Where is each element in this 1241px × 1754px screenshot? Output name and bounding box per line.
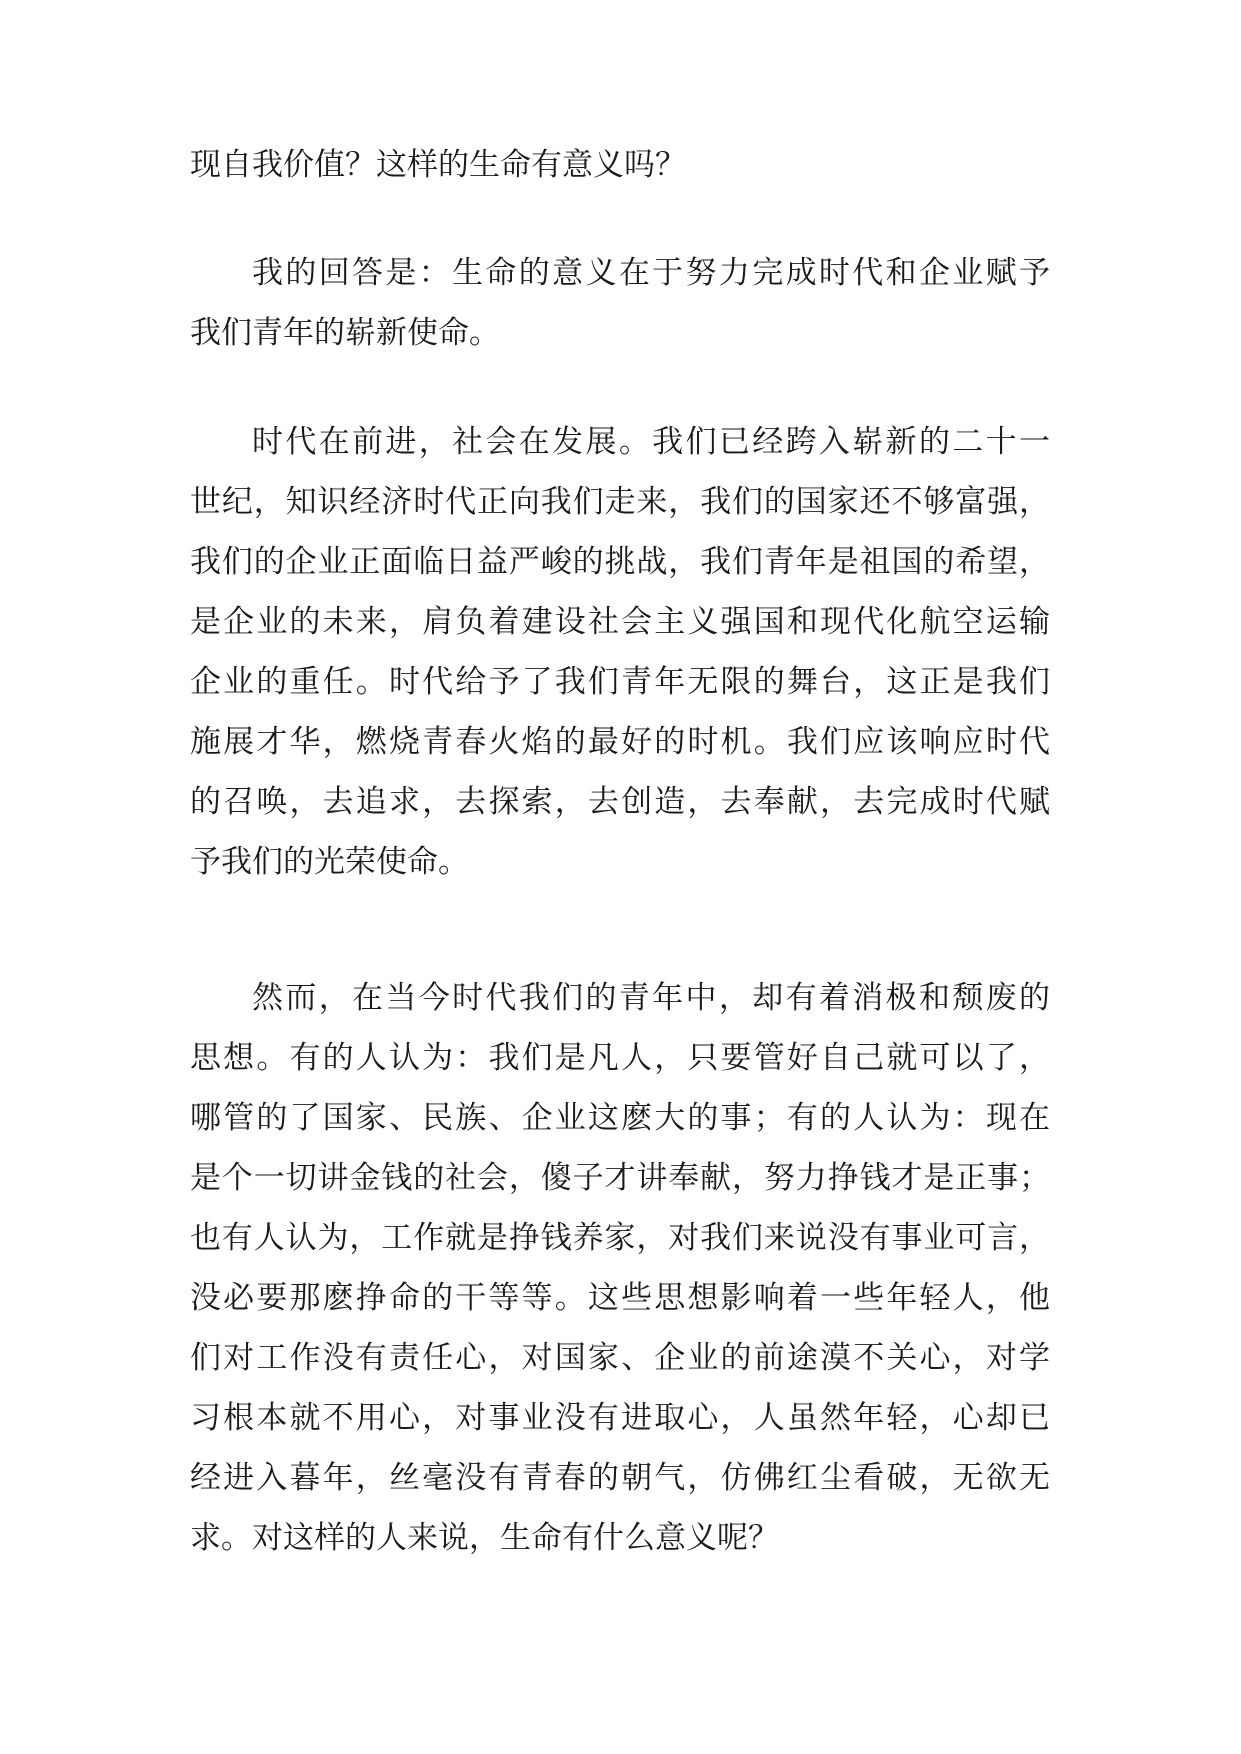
paragraph-4-line-4: 是个一切讲金钱的社会，傻子才讲奉献，努力挣钱才是正事； <box>190 1160 1050 1196</box>
paragraph-4-line-1: 然而，在当今时代我们的青年中，却有着消极和颓废的 <box>252 980 1050 1016</box>
paragraph-4-line-9: 经进入暮年，丝毫没有青春的朝气，仿佛红尘看破，无欲无 <box>190 1460 1050 1496</box>
paragraph-3-line-3: 我们的企业正面临日益严峻的挑战，我们青年是祖国的希望， <box>190 544 1050 580</box>
paragraph-2-line-1: 我的回答是：生命的意义在于努力完成时代和企业赋予 <box>252 255 1050 291</box>
paragraph-4-line-5: 也有人认为，工作就是挣钱养家，对我们来说没有事业可言， <box>190 1220 1050 1256</box>
paragraph-3-line-7: 的召唤，去追求，去探索，去创造，去奉献，去完成时代赋 <box>190 784 1050 820</box>
paragraph-3-line-5: 企业的重任。时代给予了我们青年无限的舞台，这正是我们 <box>190 664 1050 700</box>
paragraph-4-line-6: 没必要那麽挣命的干等等。这些思想影响着一些年轻人，他 <box>190 1280 1050 1316</box>
paragraph-4-line-7: 们对工作没有责任心，对国家、企业的前途漠不关心，对学 <box>190 1340 1050 1376</box>
paragraph-4-line-10: 求。对这样的人来说，生命有什么意义呢？ <box>190 1520 779 1556</box>
paragraph-4-line-3: 哪管的了国家、民族、企业这麽大的事；有的人认为：现在 <box>190 1100 1050 1136</box>
paragraph-3-line-2: 世纪，知识经济时代正向我们走来，我们的国家还不够富强， <box>190 484 1050 520</box>
paragraph-4-line-2: 思想。有的人认为：我们是凡人，只要管好自己就可以了， <box>190 1040 1050 1076</box>
paragraph-3-line-6: 施展才华，燃烧青春火焰的最好的时机。我们应该响应时代 <box>190 724 1050 760</box>
paragraph-3-line-1: 时代在前进，社会在发展。我们已经跨入崭新的二十一 <box>252 424 1050 460</box>
paragraph-4-line-8: 习根本就不用心，对事业没有进取心，人虽然年轻，心却已 <box>190 1400 1050 1436</box>
paragraph-3-line-8: 予我们的光荣使命。 <box>190 844 469 880</box>
paragraph-1-line-1: 现自我价值？这样的生命有意义吗？ <box>190 147 686 183</box>
paragraph-2-line-2: 我们青年的崭新使命。 <box>190 315 500 351</box>
paragraph-3-line-4: 是企业的未来，肩负着建设社会主义强国和现代化航空运输 <box>190 604 1050 640</box>
